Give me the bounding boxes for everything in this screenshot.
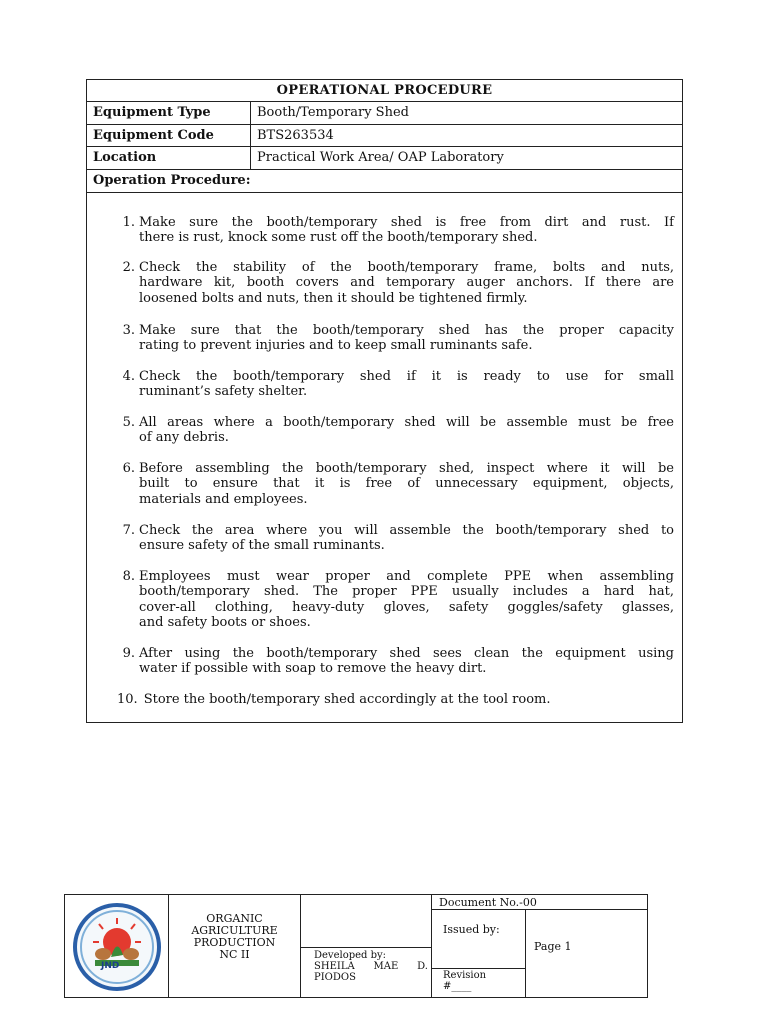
- footer-divider: [431, 895, 432, 997]
- program-title: [169, 913, 300, 961]
- procedure-step: [122, 569, 674, 631]
- step-line: After using the booth/temporary shed sees clean the equipment using: [139, 646, 674, 661]
- footer-divider: [300, 895, 301, 997]
- step-number: 4.: [122, 369, 135, 384]
- step-line: Check the stability of the booth/temporary frame, bolts and nuts,: [139, 260, 674, 275]
- step-line: booth/temporary shed. The proper PPE usually includes a hard hat,: [139, 584, 674, 600]
- step-line: Employees must wear proper and complete PPE when assembling: [139, 569, 674, 584]
- developer-name-line: SHEILA MAE D.: [314, 961, 428, 972]
- procedure-step: [117, 692, 674, 707]
- procedure-step: [122, 415, 674, 446]
- field-row-location: [87, 147, 682, 170]
- field-value: Practical Work Area/ OAP Laboratory: [257, 150, 504, 165]
- step-line: Before assembling the booth/temporary shed, inspect where it will be: [139, 461, 674, 476]
- step-number: 5.: [122, 415, 135, 430]
- procedure-step: [122, 369, 674, 400]
- step-line: ruminant’s safety shelter.: [139, 384, 308, 400]
- field-value: Booth/Temporary Shed: [257, 105, 409, 120]
- program-line: AGRICULTURE: [191, 924, 278, 937]
- step-line: built to ensure that it is free of unnecessary equipment, objects,: [139, 476, 674, 492]
- revision-label: Revision: [443, 970, 487, 981]
- step-number: 7.: [122, 523, 135, 538]
- field-value: BTS263534: [257, 128, 334, 143]
- procedure-label: Operation Procedure:: [93, 173, 251, 188]
- step-number: 8.: [122, 569, 135, 584]
- footer-rule: [431, 968, 525, 969]
- logo-text: JND: [101, 961, 120, 971]
- step-line: hardware kit, booth covers and temporary auger anchors. If there are: [139, 275, 674, 291]
- step-line: Store the booth/temporary shed accordingly at the tool room.: [143, 692, 551, 707]
- procedure-steps: [87, 193, 682, 722]
- step-number: 10.: [117, 692, 138, 707]
- step-line: loosened bolts and nuts, then it should be tightened firmly.: [139, 290, 528, 306]
- procedure-step: [122, 323, 674, 354]
- procedure-step: [122, 215, 674, 246]
- organization-logo: [71, 902, 163, 992]
- developed-by-label: Developed by:: [314, 950, 387, 961]
- step-line: Check the area where you will assemble the booth/temporary shed to: [139, 523, 674, 538]
- step-line: Make sure that the booth/temporary shed has the proper capacity: [139, 323, 674, 338]
- procedure-step: [122, 523, 674, 554]
- program-line: NC II: [219, 948, 250, 961]
- footer-divider: [525, 909, 526, 997]
- revision-value: #____: [443, 981, 472, 992]
- step-line: Make sure the booth/temporary shed is free from dirt and rust. If: [139, 215, 674, 230]
- step-line: Check the booth/temporary shed if it is ready to use for small: [139, 369, 674, 384]
- step-line: and safety boots or shoes.: [139, 615, 311, 631]
- step-number: 1.: [122, 215, 135, 230]
- step-line: there is rust, knock some rust off the booth/temporary shed.: [139, 230, 538, 246]
- step-line: materials and employees.: [139, 491, 308, 507]
- field-label: Location: [93, 150, 157, 165]
- procedure-step: [122, 461, 674, 507]
- step-number: 2.: [122, 260, 135, 275]
- program-line: ORGANIC: [206, 912, 263, 925]
- step-line: water if possible with soap to remove the heavy dirt.: [139, 661, 487, 677]
- procedure-step: [122, 260, 674, 306]
- step-number: 9.: [122, 646, 135, 661]
- issued-by: Issued by:: [443, 923, 500, 936]
- field-row-equipment-type: [87, 102, 682, 125]
- procedure-label-row: [87, 170, 682, 193]
- field-label: Equipment Type: [93, 105, 211, 120]
- revision: [443, 970, 486, 992]
- step-number: 3.: [122, 323, 135, 338]
- step-line: cover-all clothing, heavy-duty gloves, safety goggles/safety glasses,: [139, 599, 674, 615]
- procedure-table: [86, 79, 683, 723]
- step-line: of any debris.: [139, 430, 229, 446]
- step-line: ensure safety of the small ruminants.: [139, 538, 385, 554]
- field-label: Equipment Code: [93, 128, 214, 143]
- page-number: Page 1: [534, 940, 572, 953]
- field-row-equipment-code: [87, 125, 682, 147]
- step-line: All areas where a booth/temporary shed will be assemble must be free: [139, 415, 674, 430]
- developed-by: [314, 950, 428, 983]
- step-number: 6.: [122, 461, 135, 476]
- document-number: Document No.-00: [439, 896, 537, 909]
- program-line: PRODUCTION: [193, 936, 276, 949]
- procedure-step: [122, 646, 674, 677]
- developer-name-line: PIODOS: [314, 972, 356, 983]
- footer-rule: [431, 909, 647, 910]
- procedure-title: OPERATIONAL PROCEDURE: [87, 80, 682, 102]
- footer-rule: [300, 947, 431, 948]
- column-divider: [250, 102, 251, 170]
- document-footer: [64, 894, 648, 998]
- step-line: rating to prevent injuries and to keep small ruminants safe.: [139, 338, 533, 354]
